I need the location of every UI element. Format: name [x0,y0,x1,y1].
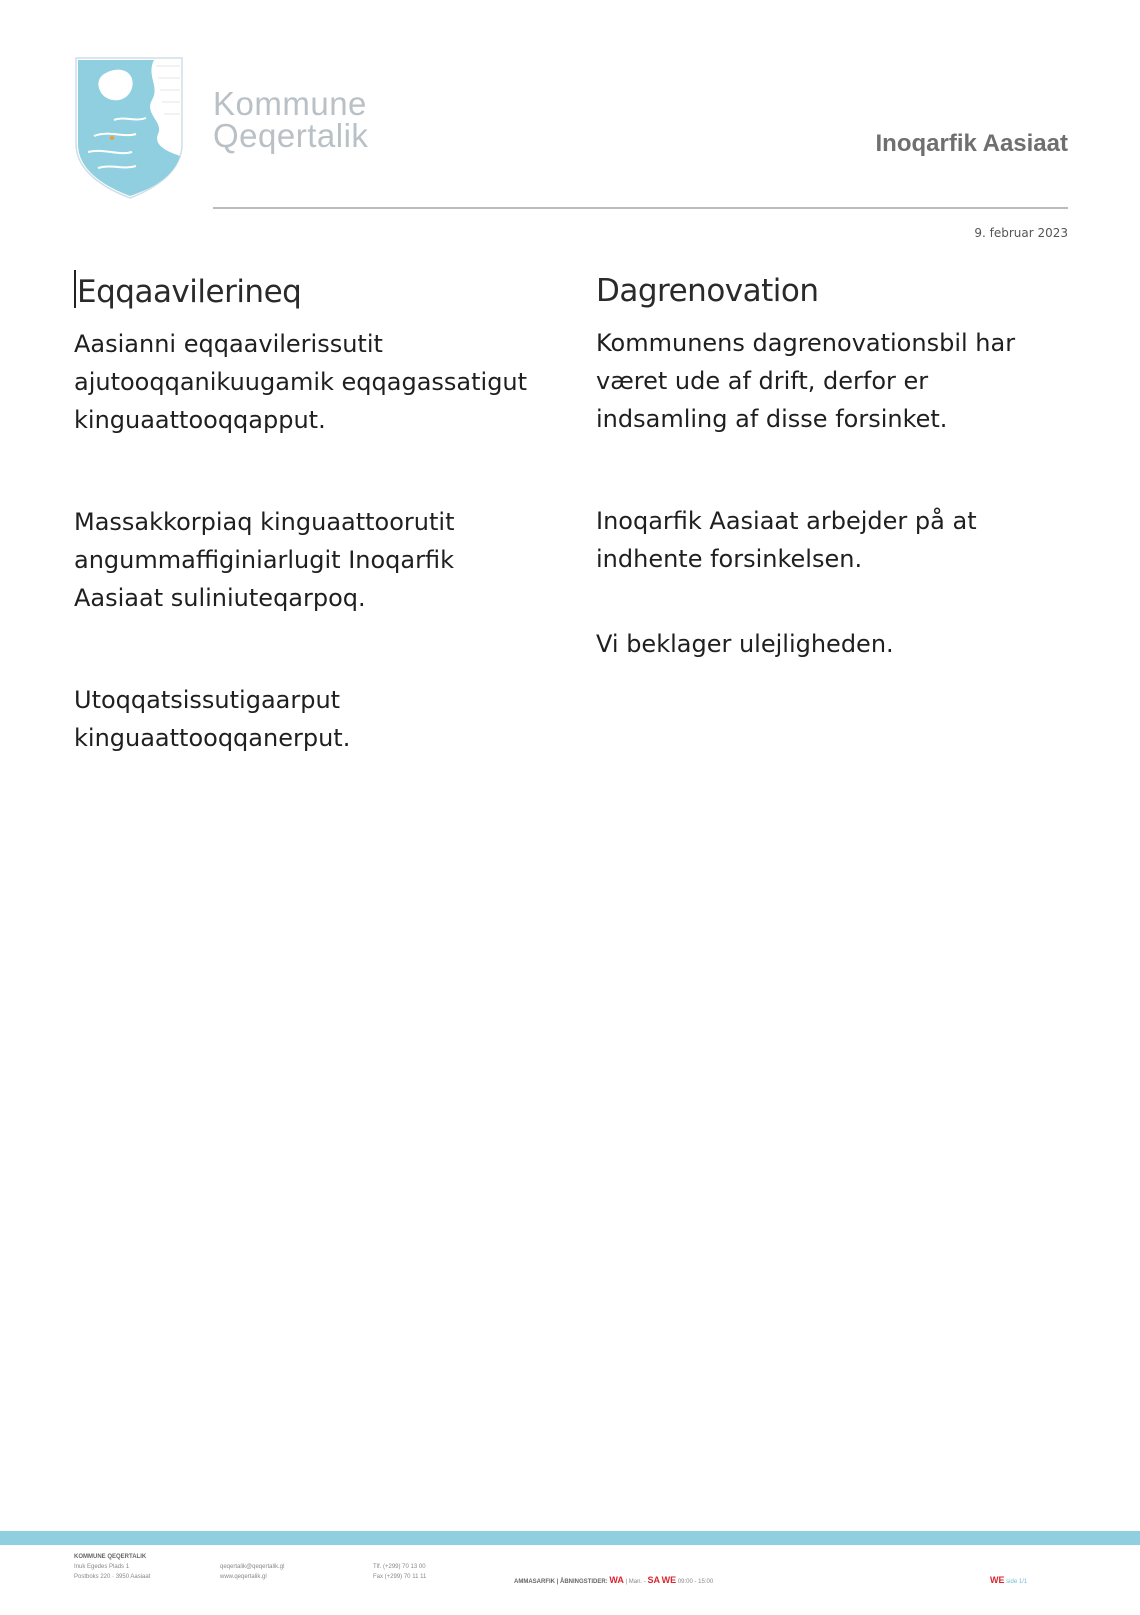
left-heading[interactable] [74,270,544,313]
department-title: Inoqarfik Aasiaat [875,130,1068,157]
footer-mark-2: SA [647,1575,660,1585]
text-cursor [74,270,76,308]
footer-page-number: 1/1 [1018,1579,1028,1585]
footer-address [74,1552,150,1582]
footer-mark-3: WE [661,1575,677,1585]
municipality-crest-logo [74,56,186,200]
footer-web[interactable]: www.qeqertalik.gl [220,1574,267,1580]
footer-fax: Fax (+299) 70 11 11 [373,1574,427,1580]
footer-page [990,1575,1027,1587]
header-divider [213,207,1068,209]
footer-page-label: side [1006,1579,1018,1585]
footer-page-mark: WE [990,1575,1005,1585]
right-paragraph-3: Vi beklager ulejligheden. [596,630,894,658]
logo-text-line1: Kommune [213,85,367,122]
footer-band [0,1531,1140,1545]
footer-phone: Tlf. (+299) 70 13 00 [373,1564,426,1570]
left-heading-text: Eqqaavilerineq [77,274,302,310]
footer-hours [514,1575,713,1587]
footer-days: | Man. - [625,1579,646,1585]
footer-address-line1: Inuk Egedes Plads 1 [74,1564,130,1570]
right-paragraph-1: Kommunens dagrenovationsbil har været ude af drift, derfor er indsamling af disse forsinket. [596,329,1016,433]
left-column [74,270,544,757]
footer-hours-label: AMMASARFIK | ÅBNINGSTIDER: [514,1579,608,1585]
logo-text-line2: Qeqertalik [213,117,369,154]
right-column [596,270,1066,663]
footer-address-line2: Postboks 220 · 3950 Aasiaat [74,1574,151,1580]
right-heading: Dagrenovation [596,273,819,309]
left-paragraph-1: Aasianni eqqaavilerissutit ajutooqqanikuugamik eqqagassatigut kinguaattooqqapput. [74,330,528,434]
footer-org: KOMMUNE QEQERTALIK [74,1554,147,1560]
footer-phone-block [373,1562,426,1582]
left-paragraph-3: Utoqqatsissutigaarput kinguaattooqqanerput. [74,686,351,752]
left-paragraph-2: Massakkorpiaq kinguaattoorutit angummaffiginiarlugit Inoqarfik Aasiaat suliniuteqarpoq. [74,508,455,612]
footer-hours-value: 09:00 - 15:00 [677,1579,714,1585]
document-date: 9. februar 2023 [974,226,1068,240]
right-paragraph-2: Inoqarfik Aasiaat arbejder på at indhente forsinkelsen. [596,507,977,573]
footer-email[interactable]: qeqertalik@qeqertalik.gl [220,1564,285,1570]
footer-contact [220,1562,284,1582]
footer-mark-1: WA [609,1575,624,1585]
municipality-wordmark [213,85,369,154]
